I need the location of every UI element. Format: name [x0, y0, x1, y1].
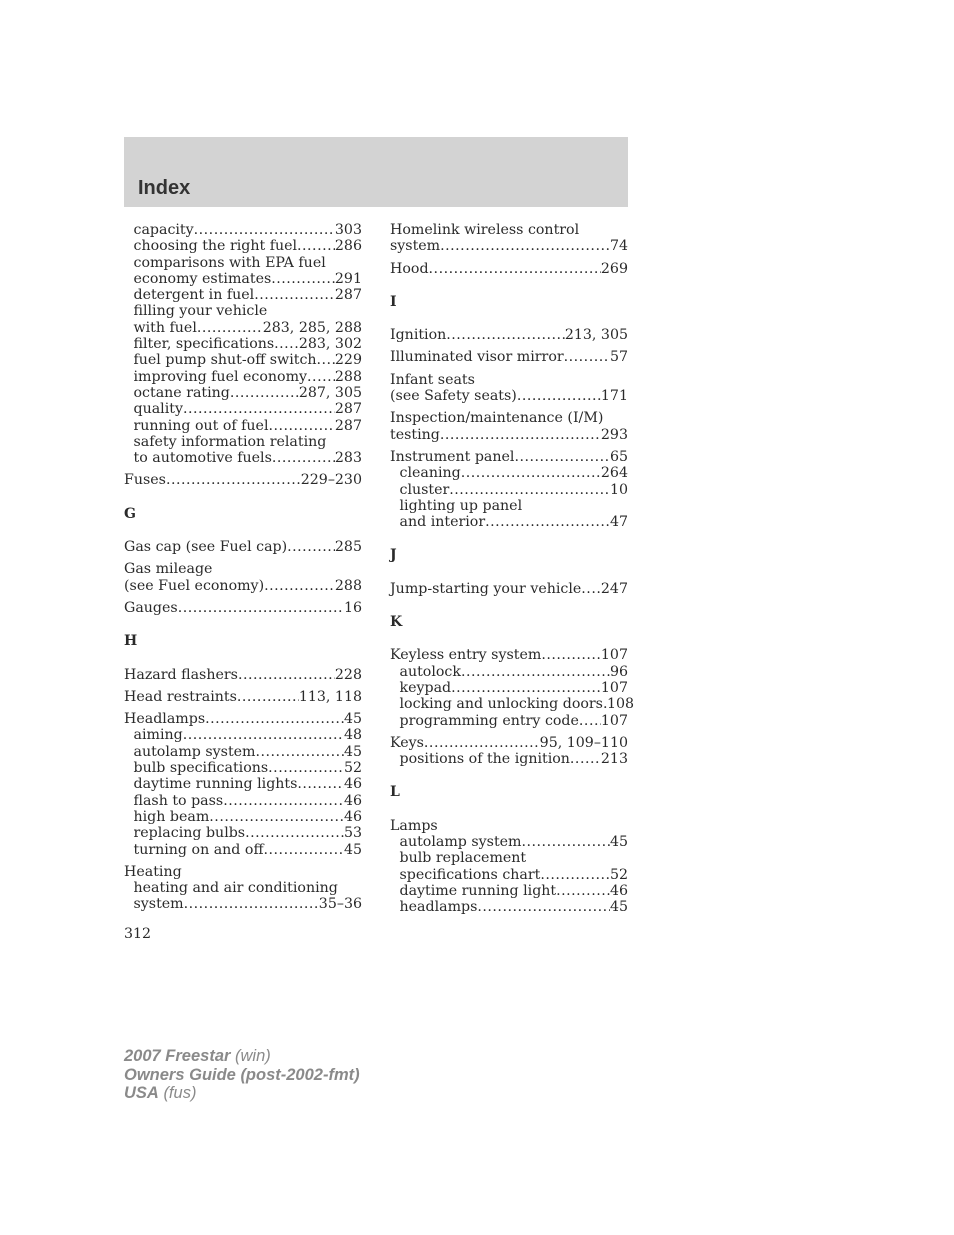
entry-label: cluster — [399, 481, 450, 498]
index-entry — [390, 647, 628, 663]
index-section-letter: H — [124, 633, 138, 650]
dot-leader — [264, 578, 335, 594]
entry-page-ref: 229 — [334, 352, 362, 369]
dot-leader — [205, 711, 344, 727]
dot-leader — [461, 664, 610, 680]
index-subentry — [124, 896, 362, 912]
entry-page-ref: 291 — [334, 270, 362, 287]
dot-leader — [429, 261, 601, 277]
entry-label: (see Safety seats) — [390, 388, 517, 405]
dot-leader — [268, 418, 334, 434]
entry-label: Head restraints — [124, 688, 237, 705]
entry-label: Gas mileage — [124, 561, 213, 578]
entry-label: bulb specifications — [133, 760, 269, 777]
header-band — [124, 137, 628, 207]
index-section-letter: L — [390, 784, 400, 801]
entry-label: safety information relating — [133, 433, 327, 450]
dot-leader — [197, 320, 263, 336]
entry-label: locking and unlocking doors — [399, 696, 603, 713]
index-subentry — [124, 880, 362, 896]
dot-leader — [449, 482, 610, 498]
entry-label: programming entry code — [399, 712, 579, 729]
entry-label: Illuminated visor mirror — [390, 349, 564, 366]
entry-label: positions of the ignition — [399, 751, 570, 768]
entry-page-ref: 47 — [609, 514, 628, 531]
entry-page-ref: 303 — [334, 222, 362, 238]
index-subentry — [124, 287, 362, 303]
index-section-letter: I — [390, 293, 397, 310]
entry-label: detergent in fuel — [133, 287, 255, 304]
dot-leader — [178, 600, 344, 616]
entry-label: filter, specifications — [133, 336, 275, 353]
index-entry — [390, 735, 628, 751]
dot-leader — [440, 427, 601, 443]
index-subentry — [124, 401, 362, 417]
index-section-letter: G — [124, 505, 136, 522]
entry-page-ref: 283, 302 — [298, 336, 362, 353]
index-column-left — [124, 222, 362, 913]
entry-page-ref: 65 — [609, 448, 628, 465]
index-entry — [124, 578, 362, 594]
dot-leader — [223, 793, 344, 809]
entry-page-ref: 45 — [343, 743, 362, 760]
footer — [124, 1047, 360, 1103]
entry-page-ref: 107 — [600, 647, 628, 664]
entry-page-ref: 45 — [343, 841, 362, 858]
entry-label: Ignition — [390, 327, 447, 344]
index-entry — [390, 372, 628, 388]
index-entry — [124, 539, 362, 555]
entry-label: economy estimates — [133, 270, 272, 287]
index-entry — [390, 427, 628, 443]
dot-leader — [237, 689, 299, 705]
entry-label: Gas cap (see Fuel cap) — [124, 539, 288, 556]
dot-leader — [297, 776, 344, 792]
dot-leader — [451, 680, 601, 696]
footer-guide: Owners Guide (post-2002-fmt) — [124, 1065, 360, 1084]
dot-leader — [194, 222, 335, 238]
entry-page-ref: 213 — [600, 751, 628, 768]
entry-page-ref: 288 — [334, 368, 362, 385]
entry-page-ref: 108 — [606, 696, 635, 713]
entry-label: bulb replacement — [399, 850, 527, 867]
entry-page-ref: 287 — [334, 417, 362, 434]
dot-leader — [581, 581, 601, 597]
dot-leader — [485, 514, 610, 530]
index-subentry — [124, 825, 362, 841]
entry-page-ref: 293 — [600, 426, 628, 443]
entry-label: system — [133, 896, 184, 913]
entry-label: fuel pump shut-off switch — [133, 352, 317, 369]
entry-page-ref: 285 — [334, 539, 362, 556]
entry-page-ref: 113, 118 — [298, 688, 362, 705]
index-subentry — [124, 222, 362, 238]
index-entry — [390, 581, 628, 597]
index-entry — [124, 472, 362, 488]
entry-page-ref: 107 — [600, 679, 628, 696]
entry-label: autolamp system — [399, 834, 522, 851]
entry-page-ref: 107 — [600, 712, 628, 729]
dot-leader — [238, 667, 335, 683]
index-subentry — [124, 418, 362, 434]
index-subentry — [390, 465, 628, 481]
entry-label: to automotive fuels — [133, 450, 272, 467]
index-subentry — [390, 498, 628, 514]
entry-label: and interior — [399, 514, 486, 531]
index-entry — [390, 449, 628, 465]
entry-page-ref: 10 — [609, 481, 628, 498]
footer-line-3 — [124, 1084, 360, 1103]
entry-label: system — [390, 238, 441, 255]
entry-page-ref: 46 — [609, 882, 628, 899]
entry-page-ref: 286 — [334, 238, 362, 255]
entry-page-ref: 74 — [609, 238, 628, 255]
index-subentry — [124, 760, 362, 776]
index-entry — [390, 222, 628, 238]
footer-model-code: (win) — [235, 1047, 271, 1065]
entry-page-ref: 247 — [600, 580, 628, 597]
index-subentry — [124, 842, 362, 858]
entry-page-ref: 45 — [343, 711, 362, 728]
entry-label: comparisons with EPA fuel — [133, 254, 326, 271]
index-entry — [124, 689, 362, 705]
index-subentry — [390, 680, 628, 696]
index-subentry — [124, 776, 362, 792]
index-subentry — [390, 514, 628, 530]
dot-leader — [230, 385, 299, 401]
dot-leader — [541, 647, 601, 663]
entry-label: heating and air conditioning — [133, 880, 338, 897]
index-entry — [390, 327, 628, 343]
dot-leader — [461, 465, 601, 481]
index-subentry — [390, 883, 628, 899]
entry-label: octane rating — [133, 384, 230, 401]
dot-leader — [256, 744, 344, 760]
footer-line-1 — [124, 1047, 360, 1066]
index-entry — [390, 349, 628, 365]
entry-label: turning on and off — [133, 841, 264, 858]
entry-label: Jump-starting your vehicle — [390, 580, 582, 597]
entry-label: autolamp system — [133, 743, 256, 760]
footer-model: 2007 Freestar — [124, 1047, 231, 1065]
index-subentry — [124, 320, 362, 336]
index-section-letter: K — [390, 614, 403, 631]
dot-leader — [477, 899, 610, 915]
index-subentry — [124, 352, 362, 368]
index-subentry — [124, 450, 362, 466]
dot-leader — [274, 336, 299, 352]
index-column-right — [390, 222, 635, 916]
entry-page-ref: 283 — [334, 450, 362, 467]
dot-leader — [209, 809, 344, 825]
index-subentry — [124, 238, 362, 254]
index-entry — [390, 238, 628, 254]
entry-page-ref: 46 — [343, 792, 362, 809]
dot-leader — [424, 735, 540, 751]
index-subentry — [390, 696, 635, 713]
entry-label: (see Fuel economy) — [124, 577, 265, 594]
index-subentry — [124, 271, 362, 287]
dot-leader — [556, 883, 610, 899]
entry-page-ref: 95, 109–110 — [539, 734, 628, 751]
entry-page-ref: 287, 305 — [298, 384, 362, 401]
entry-page-ref: 269 — [600, 260, 628, 277]
entry-page-ref: 35–36 — [318, 896, 362, 913]
index-entry — [390, 261, 628, 277]
entry-page-ref: 287 — [334, 287, 362, 304]
entry-label: improving fuel economy — [133, 368, 308, 385]
entry-label: with fuel — [133, 319, 197, 336]
entry-page-ref: 53 — [343, 825, 362, 842]
index-entry — [124, 711, 362, 727]
dot-leader — [297, 238, 335, 254]
entry-page-ref: 45 — [609, 834, 628, 851]
entry-label: running out of fuel — [133, 417, 269, 434]
entry-label: filling your vehicle — [133, 303, 268, 320]
entry-page-ref: 16 — [343, 599, 362, 616]
page-title: Index — [138, 177, 191, 199]
index-subentry — [390, 751, 628, 767]
entry-label: aiming — [133, 727, 183, 744]
footer-market-code: (fus) — [163, 1084, 197, 1102]
entry-label: testing — [390, 426, 440, 443]
dot-leader — [446, 327, 565, 343]
index-subentry — [124, 809, 362, 825]
entry-label: Fuses — [124, 472, 166, 489]
entry-label: Lamps — [390, 817, 438, 834]
entry-page-ref: 171 — [600, 388, 628, 405]
dot-leader — [254, 287, 335, 303]
entry-label: Headlamps — [124, 711, 206, 728]
dot-leader — [183, 727, 344, 743]
entry-label: replacing bulbs — [133, 825, 246, 842]
entry-page-ref: 96 — [609, 663, 628, 680]
entry-page-ref: 52 — [343, 760, 362, 777]
index-section-letter: J — [390, 547, 397, 564]
footer-market: USA — [124, 1084, 159, 1102]
entry-label: quality — [133, 401, 183, 418]
entry-label: Inspection/maintenance (I/M) — [390, 410, 604, 427]
entry-label: Gauges — [124, 599, 178, 616]
entry-label: daytime running lights — [133, 776, 298, 793]
index-subentry — [124, 793, 362, 809]
entry-label: daytime running light — [399, 882, 557, 899]
index-entry — [390, 388, 628, 404]
entry-label: Infant seats — [390, 371, 475, 388]
index-subentry — [124, 303, 362, 319]
entry-label: autolock — [399, 663, 461, 680]
entry-page-ref: 287 — [334, 401, 362, 418]
entry-label: Instrument panel — [390, 448, 515, 465]
dot-leader — [517, 388, 601, 404]
dot-leader — [271, 271, 335, 287]
dot-leader — [245, 825, 344, 841]
entry-page-ref: 264 — [600, 465, 628, 482]
dot-leader — [579, 713, 601, 729]
index-subentry — [124, 744, 362, 760]
entry-page-ref: 46 — [343, 808, 362, 825]
index-subentry — [390, 834, 628, 850]
entry-label: keypad — [399, 679, 452, 696]
entry-label: Heating — [124, 863, 182, 880]
entry-label: Homelink wireless control — [390, 222, 580, 238]
index-entry — [124, 561, 362, 577]
dot-leader — [564, 349, 610, 365]
entry-page-ref: 288 — [334, 577, 362, 594]
entry-label: high beam — [133, 808, 210, 825]
entry-label: choosing the right fuel — [133, 238, 298, 255]
dot-leader — [272, 450, 335, 466]
index-subentry — [124, 385, 362, 401]
entry-page-ref: 213, 305 — [564, 327, 628, 344]
page-number: 312 — [124, 926, 152, 942]
dot-leader — [268, 760, 344, 776]
index-entry — [390, 410, 628, 426]
dot-leader — [522, 834, 610, 850]
entry-label: Keys — [390, 734, 424, 751]
entry-label: cleaning — [399, 465, 461, 482]
dot-leader — [570, 751, 601, 767]
index-subentry — [390, 713, 628, 729]
entry-label: specifications chart — [399, 866, 541, 883]
entry-page-ref: 52 — [609, 866, 628, 883]
dot-leader — [514, 449, 609, 465]
dot-leader — [307, 369, 335, 385]
entry-label: Keyless entry system — [390, 647, 542, 664]
index-subentry — [390, 867, 628, 883]
index-entry — [390, 818, 628, 834]
entry-label: Hazard flashers — [124, 666, 238, 683]
index-entry — [124, 864, 362, 880]
index-subentry — [390, 664, 628, 680]
footer-line-2 — [124, 1066, 360, 1085]
dot-leader — [183, 401, 335, 417]
entry-page-ref: 228 — [334, 666, 362, 683]
entry-page-ref: 46 — [343, 776, 362, 793]
dot-leader — [184, 896, 319, 912]
index-entry — [124, 667, 362, 683]
dot-leader — [440, 238, 610, 254]
index-subentry — [124, 255, 362, 271]
index-subentry — [124, 369, 362, 385]
index-subentry — [390, 899, 628, 915]
entry-label: capacity — [133, 222, 194, 238]
index-subentry — [390, 850, 628, 866]
dot-leader — [317, 352, 335, 368]
dot-leader — [540, 867, 610, 883]
index-subentry — [124, 434, 362, 450]
entry-page-ref: 48 — [343, 727, 362, 744]
index-subentry — [390, 482, 628, 498]
entry-page-ref: 229–230 — [300, 472, 362, 489]
index-subentry — [124, 727, 362, 743]
index-entry — [124, 600, 362, 616]
entry-label: headlamps — [399, 899, 478, 916]
dot-leader — [287, 539, 335, 555]
dot-leader — [264, 842, 344, 858]
entry-page-ref: 57 — [609, 349, 628, 366]
dot-leader — [166, 472, 301, 488]
entry-label: Hood — [390, 260, 429, 277]
entry-page-ref: 283, 285, 288 — [262, 319, 362, 336]
entry-label: flash to pass — [133, 792, 224, 809]
entry-page-ref: 45 — [609, 899, 628, 916]
entry-label: lighting up panel — [399, 497, 523, 514]
index-subentry — [124, 336, 362, 352]
